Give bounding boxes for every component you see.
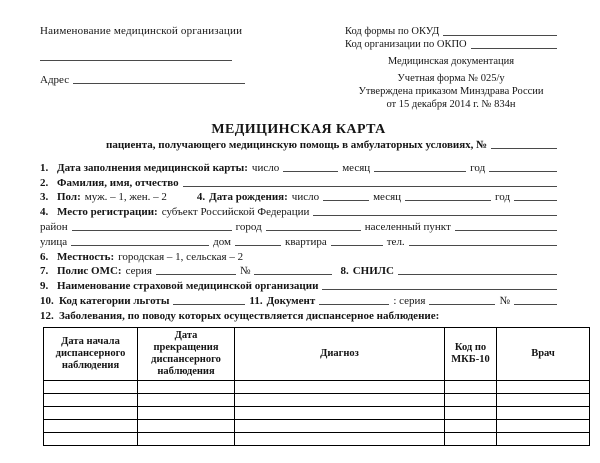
table-row: [44, 393, 590, 406]
settlement-blank: [455, 229, 557, 231]
month-label: месяц: [342, 161, 371, 174]
table-cell: [44, 393, 138, 406]
table-cell: [497, 393, 590, 406]
phone-label: тел.: [386, 235, 405, 248]
phone-blank: [409, 244, 557, 246]
form-subtitle: пациента, получающего медицинскую помощь в амбулаторных условиях, №: [106, 139, 488, 151]
insurance-org-blank: [322, 288, 557, 290]
col-header-icd10-code: Код по МКБ-10: [445, 327, 497, 380]
item-8-label: СНИЛС: [352, 265, 394, 278]
item-4-number: 4.: [196, 191, 206, 204]
col-header-start-date: Дата начала диспансерного наблюдения: [44, 327, 138, 380]
table-row: [44, 380, 590, 393]
address-label: Адрес: [40, 74, 70, 86]
item-6-label: Местность:: [57, 250, 115, 263]
col-header-diagnosis: Диагноз: [235, 327, 445, 380]
form-subtitle-row: [40, 139, 557, 151]
item-3-label: Пол:: [57, 191, 81, 204]
street-blank: [71, 244, 209, 246]
item-8-number: 8.: [340, 265, 349, 278]
item-4b-label: Место регистрации:: [57, 206, 158, 219]
field-oms-snils: [40, 263, 557, 278]
item-7-label: Полис ОМС:: [57, 265, 122, 278]
table-cell: [44, 406, 138, 419]
table-cell: [445, 419, 497, 432]
table-cell: [235, 406, 445, 419]
rf-subject-blank: [313, 214, 557, 216]
doc-series-label: : серия: [393, 294, 426, 307]
year-blank: [514, 199, 557, 201]
okpo-label: Код организации по ОКПО: [345, 39, 467, 50]
table-cell: [445, 432, 497, 445]
org-name-blank: [40, 59, 232, 61]
table-cell: [138, 406, 235, 419]
apartment-blank: [331, 244, 383, 246]
form-title: МЕДИЦИНСКАЯ КАРТА: [211, 122, 386, 137]
apartment-label: квартира: [285, 235, 327, 248]
item-10-label: Код категории льготы: [59, 294, 170, 307]
rf-subject-label: субъект Российской Федерации: [161, 206, 310, 219]
table-cell: [497, 406, 590, 419]
field-insurance-org: [40, 277, 557, 292]
okud-blank: [443, 34, 557, 36]
table-cell: [44, 432, 138, 445]
district-blank: [72, 229, 232, 231]
item-1-number: 1.: [40, 161, 49, 174]
okpo-blank: [471, 47, 557, 49]
form-header: [40, 25, 557, 111]
field-sex-birthdate: [40, 189, 557, 204]
col-header-end-date: Дата прекращения диспансерного наблюдения: [138, 327, 235, 380]
dispensary-table: [43, 327, 590, 446]
district-label: район: [40, 220, 68, 233]
field-registration-place: [40, 203, 557, 218]
number-sign: №: [239, 265, 251, 278]
item-7-number: 7.: [40, 265, 49, 278]
address-blank: [73, 82, 245, 84]
item-2-label: Фамилия, имя, отчество: [57, 176, 179, 189]
sex-options: муж. – 1, жен. – 2: [84, 191, 167, 204]
day-label: число: [251, 161, 280, 174]
field-fill-date: [40, 159, 557, 174]
item-11-label: Документ: [266, 294, 316, 307]
settlement-label: населенный пункт: [364, 220, 451, 233]
field-district-city: [40, 218, 557, 233]
day-blank: [323, 199, 369, 201]
city-label: город: [235, 220, 262, 233]
form-number-label: Учетная форма № 025/у: [397, 73, 505, 84]
benefit-code-blank: [173, 303, 245, 305]
table-row: [44, 419, 590, 432]
table-cell: [44, 419, 138, 432]
table-cell: [138, 432, 235, 445]
field-locality: [40, 248, 557, 263]
house-label: дом: [213, 235, 232, 248]
item-11-number: 11.: [249, 294, 263, 307]
year-label: год: [495, 191, 511, 204]
item-4b-number: 4.: [40, 206, 49, 219]
item-10-number: 10.: [40, 294, 54, 307]
item-1-label: Дата заполнения медицинской карты:: [57, 161, 248, 174]
table-cell: [497, 419, 590, 432]
day-label: число: [291, 191, 320, 204]
okud-label: Код формы по ОКУД: [345, 26, 440, 37]
card-number-blank: [491, 147, 557, 149]
item-12-label: Заболевания, по поводу которых осуществляется диспансерное наблюдение:: [59, 309, 440, 322]
month-blank: [374, 170, 466, 172]
table-cell: [497, 380, 590, 393]
table-cell: [138, 393, 235, 406]
year-label: год: [470, 161, 486, 174]
item-2-number: 2.: [40, 176, 49, 189]
table-row: [44, 406, 590, 419]
table-cell: [445, 406, 497, 419]
field-benefit-document: [40, 292, 557, 307]
doc-number-blank: [514, 303, 557, 305]
table-row: [44, 432, 590, 445]
item-9-number: 9.: [40, 280, 49, 293]
item-4-label: Дата рождения:: [209, 191, 288, 204]
table-cell: [445, 380, 497, 393]
approved-line-1: Утверждена приказом Минздрава России: [358, 86, 544, 97]
doc-series-blank: [429, 303, 495, 305]
full-name-blank: [183, 185, 557, 187]
table-cell: [138, 419, 235, 432]
year-blank: [489, 170, 557, 172]
house-blank: [235, 244, 281, 246]
table-header-row: [44, 327, 590, 380]
col-header-doctor: Врач: [497, 327, 590, 380]
table-cell: [497, 432, 590, 445]
street-label: улица: [40, 235, 68, 248]
snils-blank: [398, 273, 557, 275]
field-full-name: [40, 174, 557, 189]
item-3-number: 3.: [40, 191, 49, 204]
table-cell: [235, 419, 445, 432]
day-blank: [283, 170, 338, 172]
oms-series-blank: [156, 273, 236, 275]
field-dispensary-heading: [40, 307, 557, 322]
number-sign: №: [499, 294, 510, 307]
oms-number-blank: [254, 273, 332, 275]
month-blank: [405, 199, 491, 201]
series-label: серия: [125, 265, 152, 278]
table-cell: [235, 393, 445, 406]
table-cell: [235, 432, 445, 445]
table-cell: [138, 380, 235, 393]
item-9-label: Наименование страховой медицинской организации: [57, 280, 319, 293]
table-cell: [44, 380, 138, 393]
item-6-number: 6.: [40, 250, 49, 263]
table-cell: [235, 380, 445, 393]
document-blank: [319, 303, 389, 305]
item-12-number: 12.: [40, 309, 54, 322]
locality-options: городская – 1, сельская – 2: [118, 250, 244, 263]
doc-type-label: Медицинская документация: [387, 56, 515, 67]
table-cell: [445, 393, 497, 406]
approved-line-2: от 15 декабря 2014 г. № 834н: [386, 99, 516, 110]
field-street-house: [40, 233, 557, 248]
org-name-label: Наименование медицинской организации: [40, 25, 243, 37]
month-label: месяц: [373, 191, 402, 204]
city-blank: [266, 229, 361, 231]
